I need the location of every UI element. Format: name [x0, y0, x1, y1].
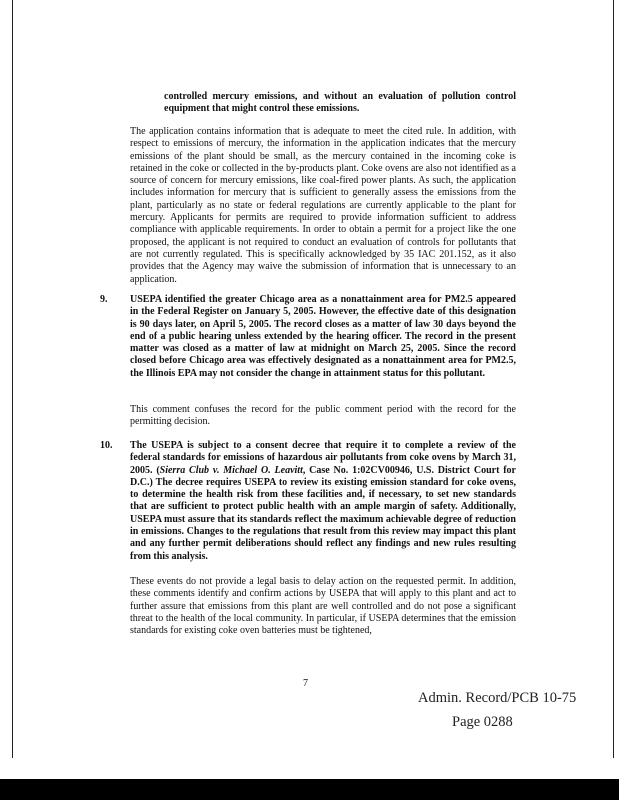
item-9-comment: USEPA identified the greater Chicago area as a nonattainment area for PM2.5 appeared in the Federal Register on January 5, 2005. However, the effective date of this designation is 90 days later, on April 5, 2005. The record closes as a matter of law 30 days beyond the end of a public hearing unless extended by the hearing officer. The record in the present matter was closed as a matter of law at midnight on March 25, 2005. Since the record closed before Chicago area was effectively designated as a nonattainment area for PM2.5, the Illinois EPA may not consider the change in attainment status for this pollutant.	[130, 294, 516, 379]
item-10-response: These events do not provide a legal basis to delay action on the requested permit. In addition, these comments identify and confirm actions by USEPA that will apply to this plant and act to further assure that emissions from this plant are well controlled and do not pose a significant threat to the health of the local community. In particular, if USEPA determines that the emission standards for existing coke oven batteries must be tightened,	[130, 576, 516, 637]
item-9-response: This comment confuses the record for the public comment period with the record for the permitting decision.	[130, 404, 516, 428]
response-paragraph-1: The application contains information that is adequate to meet the cited rule. In addition, with respect to emissions of mercury, the information in the application indicates that the mercury emissions of the plant should be small, as the mercury contained in the incoming coke is retained in the coke or collected in the by-products plant. Coke ovens are also not identified as a source of concern for mercury emissions, like coal-fired power plants. As such, the application includes information for mercury that is sufficient to generally assess the emissions from the plant, particularly as no state or federal regulations are currently applicable to the plant for mercury. Applicants for permits are required to provide information sufficient to address compliance with applicable requirements. In order to obtain a permit for a project like the one proposed, the applicant is not required to conduct an evaluation of controls for pollutants that are not currently regulated. This is specifically acknowledged by 35 IAC 201.152, as it also provides that the Agency may waive the submission of information that is unnecessary to an application.	[130, 126, 516, 285]
item-9-number: 9.	[100, 294, 108, 305]
item-10-number: 10.	[100, 440, 113, 451]
item-10-comment-part-1: The USEPA is subject to a consent decree that require it to complete a review of the federal standards for emissions of hazardous air pollutants from coke ovens by March 31, 2005. (	[130, 440, 516, 476]
item-10-comment	[130, 440, 516, 563]
page-stamp: Page 0288	[452, 714, 513, 730]
admin-record-stamp: Admin. Record/PCB 10-75	[418, 690, 577, 706]
scan-bottom-bar	[0, 779, 619, 800]
page-number: 7	[303, 678, 308, 689]
case-name: Sierra Club v. Michael O. Leavitt	[159, 464, 303, 476]
intro-paragraph: controlled mercury emissions, and without an evaluation of pollution control equipment that might control these emissions.	[164, 91, 516, 115]
item-10-comment-part-2: , Case No. 1:02CV00946, U.S. District Court for D.C.) The decree requires USEPA to review its existing emission standard for coke ovens, to determine the health risk from these facilities and, if necessary, to set new standards that are sufficient to protect public health with an ample margin of safety. Additionally, USEPA must assure that its standards reflect the maximum achievable degree of reduction in emissions. Changes to the regulations that result from this review may impact this plant and any further permit deliberations should reflect any findings and new rules resulting from this analysis.	[130, 464, 516, 562]
